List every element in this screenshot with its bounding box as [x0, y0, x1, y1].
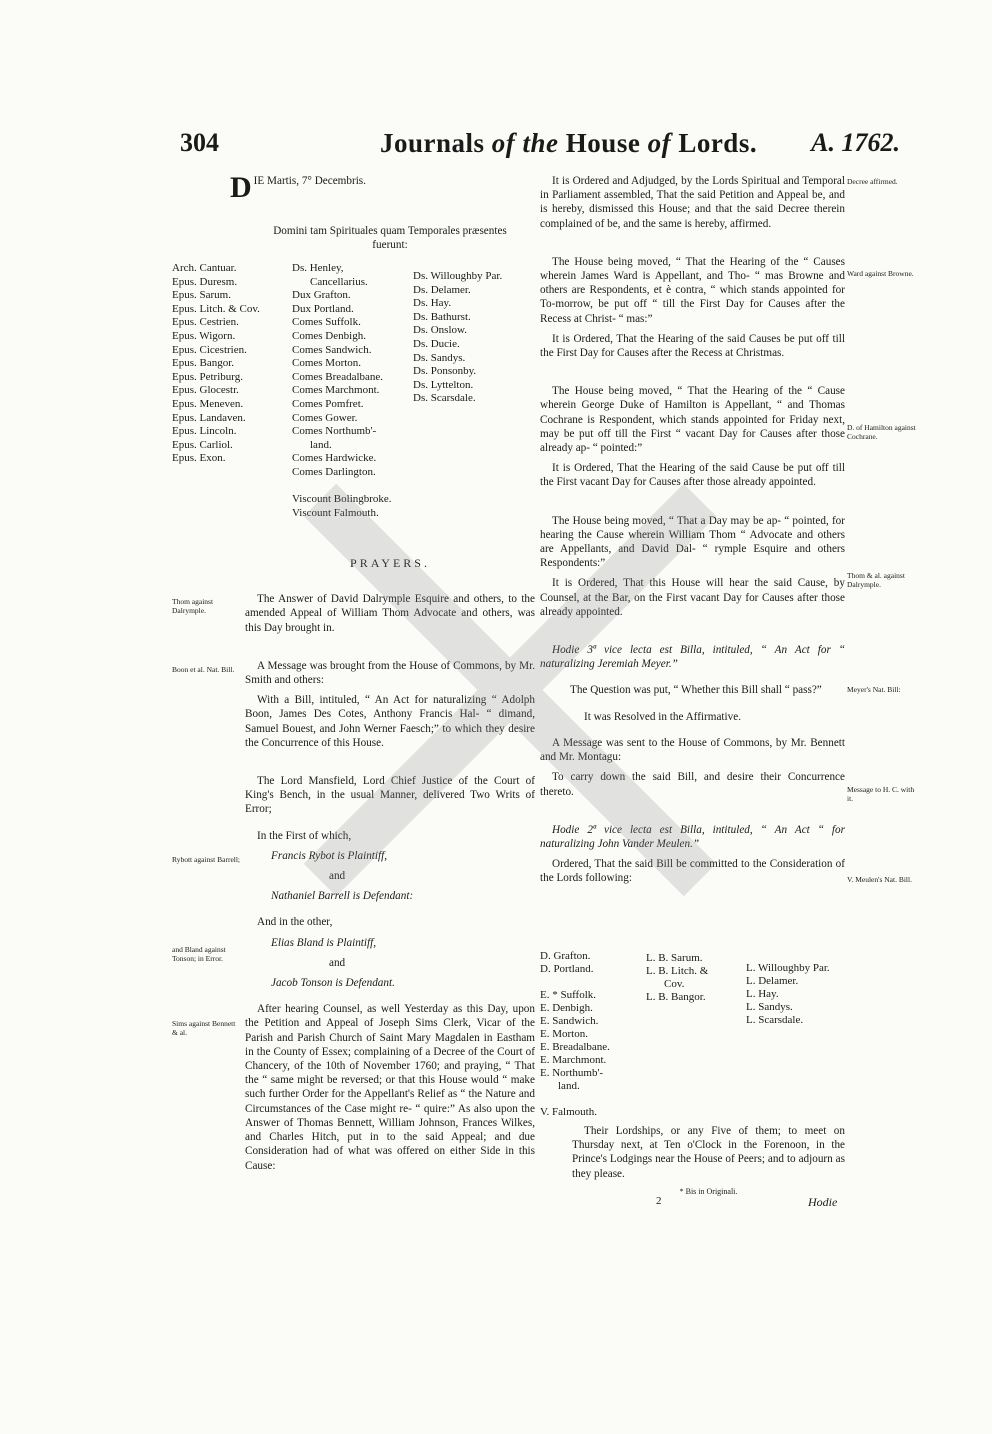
- ward-motion: The House being moved, “ That the Hearing of the “ Causes wherein James Ward is Appellant, and Tho- “ mas Browne and others are Respondents, et è contra, “ which stands appointed for To-morrow, be put off “ till the First Day for Causes after the Recess at Christ- “ mas:”: [540, 255, 845, 325]
- writ-tonson: Jacob Tonson is Defendant.: [271, 977, 395, 990]
- naturalization-bill: With a Bill, intituled, “ An Act for naturalizing “ Adolph Boon, James Des Cotes, Anthony Francis Hal- “ dimand, Samuel Bouest, and John Werner Faesch;” to which they desire the Concurrence of this House.: [245, 694, 535, 749]
- lordships-meeting: Their Lordships, or any Five of them; to meet on Thursday next, at Ten o'Clock in the Forenoon, in the Prince's Lodgings near the House of Peers; and to adjourn as they please.: [572, 1125, 845, 1180]
- prayers-heading: PRAYERS.: [350, 556, 430, 570]
- lord-entry: Epus. Duresm.: [172, 275, 238, 288]
- lord-entry: Comes Gower.: [292, 411, 358, 424]
- committee-lord: [540, 1093, 610, 1106]
- lord-entry: Epus. Petriburg.: [172, 370, 243, 383]
- writ-rybot: Francis Rybot is Plaintiff,: [271, 849, 388, 862]
- lord-entry: Epus. Exon.: [172, 452, 226, 465]
- lord-entry: Comes Northumb'-: [292, 425, 377, 438]
- lord-entry: Comes Hardwicke.: [292, 452, 377, 465]
- lord-entry: Comes Denbigh.: [292, 329, 366, 342]
- committee-lord: D. Grafton.: [540, 950, 591, 962]
- lord-entry: Ds. Lyttelton.: [413, 378, 474, 391]
- journal-title: Journals of the House of Lords.: [380, 128, 758, 158]
- lord-entry: Ds. Bathurst.: [413, 310, 471, 323]
- committee-lord: L. Willoughby Par.: [746, 962, 830, 974]
- thom-motion: The House being moved, “ That a Day may be ap- “ pointed, for hearing the Cause wherein William Thom “ Advocate and others are Appellants, and David Dal- “ rymple Esquire and others Respondents:”: [540, 514, 845, 570]
- lord-entry: Comes Sandwich.: [292, 343, 372, 356]
- lord-entry: Ds. Sandys.: [413, 351, 466, 364]
- lord-entry: Epus. Sarum.: [172, 289, 231, 302]
- lord-entry: Epus. Cestrien.: [172, 316, 239, 329]
- lord-entry: [292, 480, 392, 494]
- margin-note-thom2: Thom & al. against Dalrymple.: [847, 571, 905, 589]
- drop-cap: D: [230, 171, 252, 204]
- lord-entry: Epus. Carliol.: [172, 438, 233, 451]
- committee-lord: E. Morton.: [540, 1028, 588, 1040]
- committee-column-3: [746, 962, 830, 1027]
- committed-order: Ordered, That the said Bill be committed to the Consideration of the Lords following:: [540, 858, 845, 885]
- right-column: [540, 174, 845, 886]
- lord-entry: Ds. Delamer.: [413, 283, 471, 296]
- writ-and-1: and: [329, 870, 346, 883]
- committee-lord: L. B. Litch. &: [646, 965, 709, 977]
- margin-note-meyer: Meyer's Nat. Bill:: [847, 685, 901, 694]
- writ-barrell: Nathaniel Barrell is Defendant:: [271, 890, 414, 903]
- lord-entry: Ds. Onslow.: [413, 324, 467, 337]
- lord-entry: Ds. Willoughby Par.: [413, 270, 503, 282]
- margin-note-message: Message to H. C. with it.: [847, 785, 915, 803]
- committee-lord: E. Northumb'-: [540, 1067, 604, 1079]
- committee-lord: L. Delamer.: [746, 975, 799, 987]
- page-number: 304: [180, 128, 219, 157]
- committee-lord: L. Sandys.: [746, 1001, 793, 1013]
- committee-lord: D. Portland.: [540, 963, 594, 975]
- lords-column-1: [172, 262, 260, 466]
- signature-mark: 2: [656, 1195, 662, 1207]
- lord-entry: Ds. Henley,: [292, 262, 344, 274]
- left-column: [230, 171, 535, 252]
- writ-other: And in the other,: [257, 916, 333, 929]
- lord-entry: Arch. Cantuar.: [172, 262, 237, 274]
- lord-entry: Epus. Lincoln.: [172, 425, 237, 438]
- catchword: Hodie: [808, 1195, 838, 1209]
- margin-note-bland: and Bland against Tonson; in Error.: [172, 945, 226, 963]
- resolved-affirmative: It was Resolved in the Affirmative.: [584, 710, 742, 723]
- year: A. 1762.: [811, 128, 900, 157]
- lord-entry: Dux Portland.: [292, 302, 354, 315]
- sims-appeal: After hearing Counsel, as well Yesterday as this Day, upon the Petition and Appeal of Joseph Sims Clerk, Vicar of the Parish and Parish Church of Saint Mary Magdalen in Eastham in the County of Essex; complaining of a Decree of the Court of Chancery, of the 10th of November 1760; and praying, “ That the “ same might be reversed; or that this House would “ make such further Order for the Appellant's Relief as “ the Nature and Circumstances of the Case might re- “ quire:” As also upon the Answer of Thomas Bennett, William Johnson, Frances Wilkes, and Charles Hitch, put in to the said Appeal; and due Consideration had of what was offered on either Side in this Cause:: [245, 1003, 535, 1172]
- commons-message: A Message was brought from the House of Commons, by Mr. Smith and others:: [245, 659, 535, 687]
- committee-lord: Cov.: [664, 978, 685, 990]
- opening-line: D IE Martis, 7° Decembris.: [230, 171, 366, 204]
- footnote: * Bis in Originali.: [679, 1186, 738, 1196]
- margin-note-hamilton: D. of Hamilton against Cochrane.: [847, 423, 916, 441]
- left-column-body: [245, 556, 535, 1173]
- hamilton-motion: The House being moved, “ That the Hearing of the “ Cause wherein George Duke of Hamilton is Appellant, “ and Thomas Cochrane is Respondent, which stands appointed for Friday next, may be put off till the First “ vacant Day for Causes after those already ap- “ pointed:”: [540, 385, 845, 455]
- committee-column-1: [540, 950, 610, 1119]
- margin-note-ward: Ward against Browne.: [847, 269, 914, 278]
- lord-entry: Epus. Wigorn.: [172, 329, 236, 342]
- lord-entry: Epus. Landaven.: [172, 411, 246, 424]
- margin-note-boon: Boon et al. Nat. Bill.: [172, 665, 235, 674]
- lord-entry: Comes Marchmont.: [292, 384, 380, 397]
- meyer-reading: Hodie 3ª vice lecta est Billa, intituled, “ An Act for “ naturalizing Jeremiah Meyer.”: [540, 644, 845, 671]
- lord-entry: Epus. Glocestr.: [172, 384, 239, 397]
- hamilton-order: It is Ordered, That the Hearing of the said Cause be put off till the First vacant Day for Causes after those already appointed.: [540, 462, 845, 489]
- lords-column-2: [292, 262, 392, 520]
- lord-entry: Epus. Bangor.: [172, 357, 235, 370]
- committee-lord: L. Scarsdale.: [746, 1014, 804, 1026]
- message-sent: A Message was sent to the House of Commons, by Mr. Bennett and Mr. Montagu:: [540, 736, 845, 764]
- lord-entry: Viscount Bolingbroke.: [292, 493, 392, 506]
- committee-lord: [540, 976, 610, 989]
- lord-entry: land.: [310, 438, 332, 451]
- lordships-block: [572, 1124, 845, 1199]
- committee-lord: E. Denbigh.: [540, 1002, 593, 1014]
- lord-entry: Ds. Ducie.: [413, 337, 460, 350]
- committee-lord: L. B. Bangor.: [646, 991, 706, 1003]
- writ-first: In the First of which,: [257, 829, 352, 842]
- committee-lord: E. Breadalbane.: [540, 1041, 610, 1053]
- writ-bland: Elias Bland is Plaintiff,: [271, 936, 377, 949]
- lord-entry: Ds. Scarsdale.: [413, 392, 476, 405]
- committee-lord: E. * Suffolk.: [540, 989, 597, 1001]
- committee-lord: L. Hay.: [746, 988, 779, 1000]
- margin-note-sims: Sims against Bennett & al.: [172, 1019, 236, 1037]
- committee-column-2: [646, 952, 708, 1004]
- lord-entry: Ds. Ponsonby.: [413, 365, 477, 378]
- lords-column-3: [413, 270, 502, 406]
- lord-entry: Ds. Hay.: [413, 297, 452, 310]
- committee-lord: L. B. Sarum.: [646, 952, 703, 964]
- carry-down-bill: To carry down the said Bill, and desire their Concurrence thereto.: [540, 771, 845, 798]
- lord-entry: Comes Pomfret.: [292, 397, 364, 410]
- writ-and-2: and: [329, 956, 346, 969]
- thom-answer: The Answer of David Dalrymple Esquire and others, to the amended Appeal of William Thom Advocate and others, was this Day brought in.: [245, 593, 535, 634]
- question-put: The Question was put, “ Whether this Bill shall “ pass?”: [570, 684, 822, 697]
- lord-entry: Comes Darlington.: [292, 465, 376, 478]
- margin-note-meulen: V. Meulen's Nat. Bill.: [847, 875, 912, 884]
- present-line-2: fuerunt:: [372, 239, 408, 252]
- page-header: [180, 128, 900, 168]
- present-line-1: Domini tam Spirituales quam Temporales præsentes: [273, 225, 507, 237]
- mansfield-writs: The Lord Mansfield, Lord Chief Justice of the Court of King's Bench, in the usual Manner, delivered Two Writs of Error;: [245, 775, 535, 816]
- committee-lord: E. Marchmont.: [540, 1054, 607, 1066]
- lord-entry: Epus. Litch. & Cov.: [172, 302, 260, 315]
- margin-note-decree: Decree affirmed.: [847, 177, 898, 186]
- decree-affirmed: It is Ordered and Adjudged, by the Lords Spiritual and Temporal in Parliament assembled, That the said Petition and Appeal be, and is hereby, dismissed this House; and that the said Decree therein complained of be, and the same is hereby, affirmed.: [540, 175, 845, 230]
- meulen-reading: Hodie 2ª vice lecta est Billa, intituled, “ An Act “ for naturalizing John Vander Meulen.”: [540, 823, 845, 850]
- margin-note-thom: Thom against Dalrymple.: [172, 597, 214, 615]
- committee-lord: E. Sandwich.: [540, 1015, 599, 1027]
- lord-entry: Cancellarius.: [310, 275, 368, 288]
- lord-entry: Epus. Cicestrien.: [172, 343, 247, 356]
- lord-entry: Comes Suffolk.: [292, 316, 361, 329]
- margin-note-rybot: Rybott against Barrell;: [172, 855, 241, 864]
- lord-entry: Viscount Falmouth.: [292, 506, 379, 519]
- lord-entry: Epus. Meneven.: [172, 397, 244, 410]
- thom-order: It is Ordered, That this House will hear the said Cause, by Counsel, at the Bar, on the First vacant Day for Causes after those already appointed.: [540, 577, 845, 618]
- lord-entry: Dux Grafton.: [292, 289, 351, 302]
- lord-entry: Comes Morton.: [292, 357, 362, 370]
- lord-entry: Comes Breadalbane.: [292, 370, 384, 383]
- committee-lord: land.: [558, 1080, 580, 1092]
- committee-lord: V. Falmouth.: [540, 1106, 597, 1118]
- ward-order: It is Ordered, That the Hearing of the said Causes be put off till the First Day for Causes after the Recess at Christmas.: [540, 332, 845, 360]
